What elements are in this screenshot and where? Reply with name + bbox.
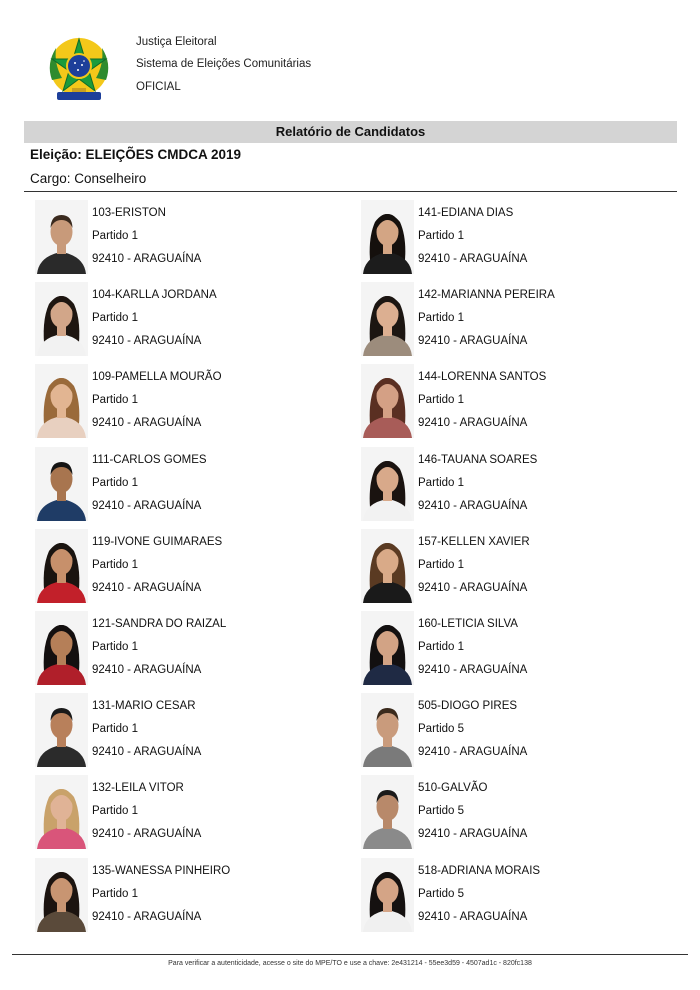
candidate-city: 92410 - ARAGUAÍNA bbox=[92, 828, 202, 841]
candidate-name: 103-ERISTON bbox=[92, 207, 166, 219]
candidate-party: Partido 1 bbox=[418, 641, 465, 653]
candidate-photo bbox=[361, 693, 414, 767]
candidate-party: Partido 1 bbox=[92, 558, 139, 571]
person-portrait-icon bbox=[361, 775, 414, 849]
footer-divider bbox=[12, 954, 688, 955]
candidate-city: 92410 - ARAGUAÍNA bbox=[418, 664, 528, 676]
candidate-party: Partido 1 bbox=[92, 641, 139, 653]
candidate-card bbox=[35, 529, 355, 607]
candidate-card bbox=[361, 693, 681, 771]
candidate-photo bbox=[35, 200, 88, 274]
candidate-party: Partido 1 bbox=[418, 394, 465, 407]
candidate-name: 131-MARIO CESAR bbox=[92, 700, 196, 713]
header-divider bbox=[24, 191, 677, 192]
candidate-photo bbox=[35, 364, 88, 438]
candidate-city: 92410 - ARAGUAÍNA bbox=[92, 581, 202, 594]
report-title: Relatório de Candidatos bbox=[24, 121, 677, 143]
candidate-photo bbox=[35, 529, 88, 603]
candidate-name: 505-DIOGO PIRES bbox=[418, 700, 518, 713]
person-portrait-icon bbox=[361, 447, 414, 521]
candidate-photo bbox=[361, 364, 414, 438]
candidate-party: Partido 1 bbox=[418, 312, 465, 325]
candidate-name: 121-SANDRA DO RAIZAL bbox=[92, 618, 227, 630]
person-portrait-icon bbox=[35, 611, 88, 685]
candidate-party: Partido 1 bbox=[418, 558, 465, 571]
candidate-city: 92410 - ARAGUAÍNA bbox=[92, 910, 202, 923]
institution-name: Justiça Eleitoral bbox=[136, 36, 217, 48]
candidate-city: 92410 - ARAGUAÍNA bbox=[418, 828, 528, 841]
candidate-photo bbox=[361, 282, 414, 356]
person-portrait-icon bbox=[35, 447, 88, 521]
candidate-city: 92410 - ARAGUAÍNA bbox=[92, 335, 202, 348]
election-label: Eleição: ELEIÇÕES CMDCA 2019 bbox=[30, 147, 242, 162]
candidate-photo bbox=[35, 447, 88, 521]
candidate-photo bbox=[361, 529, 414, 603]
candidate-party: Partido 1 bbox=[92, 887, 139, 900]
candidate-city: 92410 - ARAGUAÍNA bbox=[92, 417, 202, 430]
candidate-photo bbox=[361, 200, 414, 274]
candidate-city: 92410 - ARAGUAÍNA bbox=[418, 910, 528, 923]
candidate-city: 92410 - ARAGUAÍNA bbox=[418, 581, 528, 594]
candidate-city: 92410 - ARAGUAÍNA bbox=[92, 664, 202, 676]
candidate-name: 160-LETICIA SILVA bbox=[418, 618, 518, 630]
person-portrait-icon bbox=[35, 858, 88, 932]
brazil-coat-of-arms-icon bbox=[42, 34, 116, 108]
candidate-name: 146-TAUANA SOARES bbox=[418, 453, 538, 466]
candidate-party: Partido 1 bbox=[92, 312, 139, 325]
candidate-card bbox=[361, 529, 681, 607]
candidate-card bbox=[35, 282, 355, 360]
candidate-card bbox=[361, 611, 681, 689]
report-header bbox=[0, 0, 700, 120]
candidate-card bbox=[361, 200, 681, 278]
candidate-card bbox=[35, 775, 355, 853]
candidate-party: Partido 1 bbox=[92, 230, 139, 242]
candidate-party: Partido 5 bbox=[418, 805, 465, 818]
candidate-name: 109-PAMELLA MOURÃO bbox=[92, 371, 222, 384]
candidate-photo bbox=[361, 447, 414, 521]
candidate-name: 104-KARLLA JORDANA bbox=[92, 289, 217, 302]
candidate-name: 510-GALVÃO bbox=[418, 782, 488, 795]
candidate-city: 92410 - ARAGUAÍNA bbox=[418, 499, 528, 512]
person-portrait-icon bbox=[361, 282, 414, 356]
candidate-city: 92410 - ARAGUAÍNA bbox=[418, 417, 528, 430]
candidate-party: Partido 5 bbox=[418, 887, 465, 900]
person-portrait-icon bbox=[35, 775, 88, 849]
candidate-name: 135-WANESSA PINHEIRO bbox=[92, 864, 231, 877]
candidate-name: 132-LEILA VITOR bbox=[92, 782, 184, 795]
person-portrait-icon bbox=[35, 529, 88, 603]
candidate-photo bbox=[35, 282, 88, 356]
candidate-photo bbox=[35, 858, 88, 932]
candidate-card bbox=[361, 775, 681, 853]
system-name: Sistema de Eleições Comunitárias bbox=[136, 58, 312, 70]
candidate-party: Partido 1 bbox=[92, 805, 139, 818]
person-portrait-icon bbox=[35, 693, 88, 767]
candidate-card bbox=[35, 693, 355, 771]
person-portrait-icon bbox=[361, 200, 414, 274]
candidate-photo bbox=[361, 775, 414, 849]
person-portrait-icon bbox=[35, 282, 88, 356]
candidate-name: 142-MARIANNA PEREIRA bbox=[418, 289, 555, 302]
candidate-photo bbox=[35, 693, 88, 767]
position-label: Cargo: Conselheiro bbox=[30, 171, 147, 186]
person-portrait-icon bbox=[35, 200, 88, 274]
official-label: OFICIAL bbox=[136, 81, 181, 93]
candidate-party: Partido 1 bbox=[92, 723, 139, 736]
candidate-name: 111-CARLOS GOMES bbox=[92, 453, 207, 466]
candidate-name: 518-ADRIANA MORAIS bbox=[418, 864, 541, 877]
candidate-card bbox=[35, 858, 355, 936]
person-portrait-icon bbox=[361, 611, 414, 685]
candidate-city: 92410 - ARAGUAÍNA bbox=[92, 746, 202, 759]
person-portrait-icon bbox=[35, 364, 88, 438]
candidate-city: 92410 - ARAGUAÍNA bbox=[92, 499, 202, 512]
candidate-name: 157-KELLEN XAVIER bbox=[418, 535, 530, 548]
candidate-name: 144-LORENNA SANTOS bbox=[418, 371, 547, 384]
candidate-party: Partido 1 bbox=[92, 476, 139, 489]
candidate-party: Partido 1 bbox=[418, 476, 465, 489]
person-portrait-icon bbox=[361, 858, 414, 932]
candidate-party: Partido 1 bbox=[418, 230, 465, 242]
candidate-card bbox=[361, 364, 681, 442]
candidate-party: Partido 5 bbox=[418, 723, 465, 736]
candidate-card bbox=[35, 364, 355, 442]
candidate-card bbox=[361, 447, 681, 525]
candidate-card bbox=[361, 858, 681, 936]
candidate-city: 92410 - ARAGUAÍNA bbox=[418, 746, 528, 759]
candidate-card bbox=[361, 282, 681, 360]
candidate-card bbox=[35, 447, 355, 525]
candidate-city: 92410 - ARAGUAÍNA bbox=[418, 335, 528, 348]
candidate-name: 141-EDIANA DIAS bbox=[418, 207, 514, 219]
candidate-city: 92410 - ARAGUAÍNA bbox=[92, 253, 202, 265]
authenticity-footer: Para verificar a autenticidade, acesse o site do MPE/TO e use a chave: 2e431214 - 55ee3d59 - 4507ad1c - 820fc138 bbox=[168, 960, 532, 967]
candidate-photo bbox=[361, 611, 414, 685]
candidate-card bbox=[35, 611, 355, 689]
candidate-city: 92410 - ARAGUAÍNA bbox=[418, 253, 528, 265]
candidate-photo bbox=[361, 858, 414, 932]
candidate-photo bbox=[35, 611, 88, 685]
candidate-card bbox=[35, 200, 355, 278]
person-portrait-icon bbox=[361, 364, 414, 438]
candidate-photo bbox=[35, 775, 88, 849]
candidate-party: Partido 1 bbox=[92, 394, 139, 407]
person-portrait-icon bbox=[361, 693, 414, 767]
person-portrait-icon bbox=[361, 529, 414, 603]
candidate-name: 119-IVONE GUIMARAES bbox=[92, 535, 223, 548]
